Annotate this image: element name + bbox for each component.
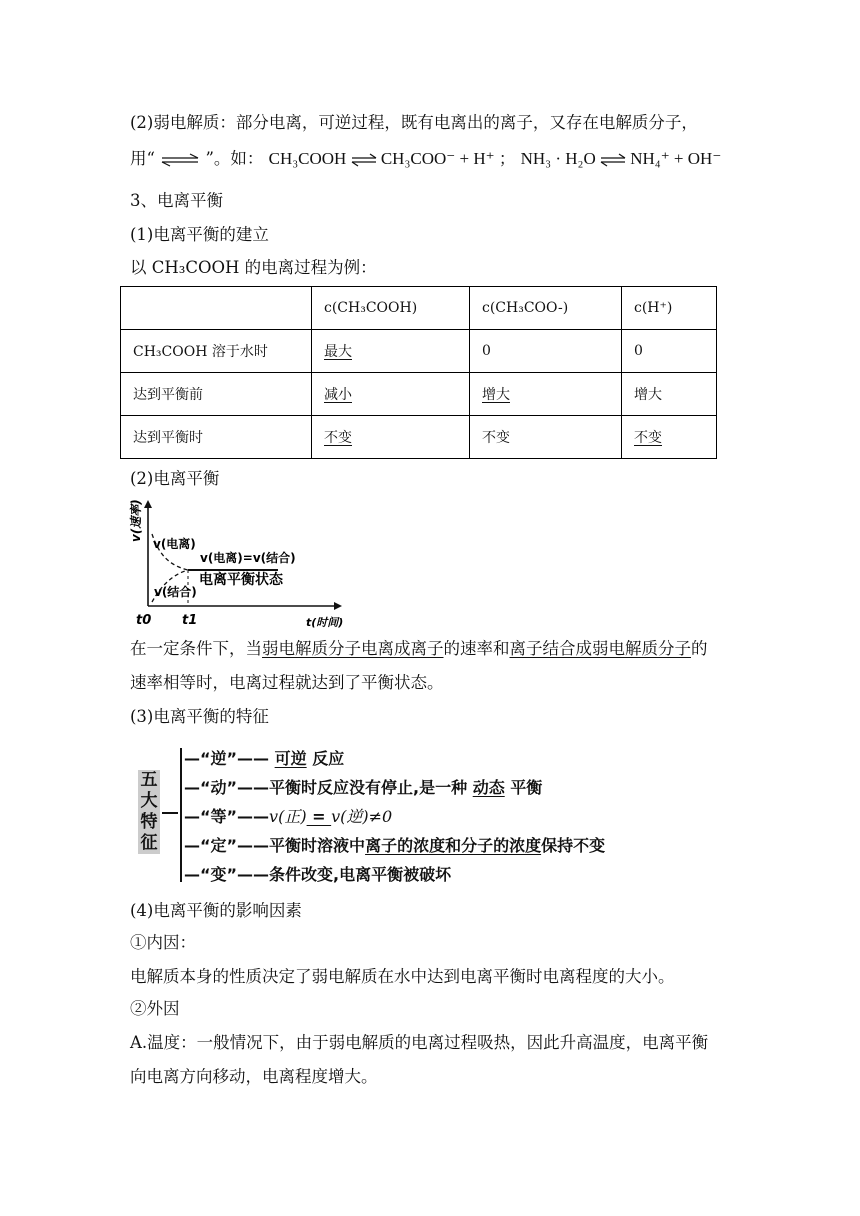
table-header-cell: [121, 287, 312, 330]
reversible-arrow-icon: [160, 153, 200, 167]
table-cell: 不变: [470, 416, 622, 459]
state-label: 电离平衡状态: [199, 572, 283, 588]
para-text: 的: [691, 639, 708, 658]
table-row: [121, 373, 717, 416]
x-axis-arrow-icon: [334, 602, 342, 610]
internal-text: 电解质本身的性质决定了弱电解质在水中达到电离平衡时电离程度的大小。: [130, 967, 675, 986]
table-cell: 不变: [622, 416, 717, 459]
table-cell: 减小: [312, 373, 470, 416]
eq2-left: NH₃ · H₂O: [520, 149, 596, 168]
para-text: 在一定条件下，当: [130, 639, 262, 658]
line2-mid: ”。如：: [205, 149, 264, 168]
para-text: 的速率和: [443, 639, 510, 658]
feature-item: —“定”——平衡时溶液中离子的浓度和分子的浓度保持不变: [184, 836, 606, 855]
features-connector: [162, 812, 178, 814]
ionization-table: [120, 286, 717, 459]
equation-acetic-acid: [269, 149, 499, 168]
separator: ；: [498, 149, 516, 168]
equilibrium-arrow-icon: [600, 153, 626, 167]
table-header-cell: c(CH₃COOH): [312, 287, 470, 330]
eq2-right: NH₄⁺ + OH⁻: [630, 149, 722, 168]
external-title: ②外因: [130, 999, 180, 1018]
temperature-line2: 向电离方向移动，电离程度增大。: [130, 1067, 378, 1086]
para-underlined: 弱电解质分子电离成离子: [262, 639, 444, 658]
t0-label: t0: [136, 613, 152, 628]
feature-item: —“动”——平衡时反应没有停止,是一种 动态 平衡: [184, 778, 543, 797]
sub1-title: (1)电离平衡的建立: [130, 225, 269, 244]
x-axis-label: t(时间): [306, 616, 344, 629]
equilibrium-arrow-icon: [351, 153, 377, 167]
sub4-title: (4)电离平衡的影响因素: [130, 901, 302, 920]
eq1-right: CH₃COO⁻ + H⁺: [380, 149, 495, 168]
table-cell: CH₃COOH 溶于水时: [121, 330, 312, 373]
sub2-title: (2)电离平衡: [130, 469, 220, 488]
eq1-left: CH₃COOH: [268, 149, 347, 168]
table-cell: 最大: [312, 330, 470, 373]
table-header-row: [121, 287, 717, 330]
weak-electrolyte-line2: [130, 148, 721, 170]
table-cell: 0: [622, 330, 717, 373]
feature-item: —“变”——条件改变,电离平衡被破坏: [184, 865, 452, 884]
ionize-label: v(电离): [153, 537, 196, 551]
table-header-cell: c(CH₃COO-): [470, 287, 622, 330]
weak-electrolyte-line1: (2)弱电解质：部分电离，可逆过程，既有电离出的离子，又存在电解质分子，: [130, 113, 698, 132]
example-intro: 以 CH₃COOH 的电离过程为例：: [130, 258, 377, 277]
para-underlined: 离子结合成弱电解质分子: [509, 639, 691, 658]
balance-para-line1: [130, 638, 708, 660]
table-row: [121, 416, 717, 459]
equilibrium-graph: [128, 498, 350, 630]
table-cell: 增大: [470, 373, 622, 416]
t1-label: t1: [182, 613, 198, 628]
table-cell: 达到平衡前: [121, 373, 312, 416]
features-diagram: [138, 744, 698, 888]
feature-item: —“逆”—— 可逆 反应: [184, 749, 345, 768]
temperature-line1: A.温度：一般情况下，由于弱电解质的电离过程吸热，因此升高温度，电离平衡: [130, 1033, 709, 1052]
y-axis-label: v(速率): [129, 499, 143, 542]
combine-label: v(结合): [154, 585, 197, 599]
features-label: 五大特征: [138, 770, 160, 854]
internal-title: ①内因：: [130, 933, 196, 952]
feature-item: —“等”——v(正) = v(逆)≠0: [184, 807, 393, 826]
equation-ammonia: [521, 149, 722, 168]
table-cell: 不变: [312, 416, 470, 459]
table-cell: 达到平衡时: [121, 416, 312, 459]
section3-title: 3、电离平衡: [130, 191, 223, 210]
y-axis-arrow-icon: [144, 500, 152, 508]
sub3-title: (3)电离平衡的特征: [130, 707, 269, 726]
table-header-cell: c(H⁺): [622, 287, 717, 330]
table-cell: 0: [470, 330, 622, 373]
table-cell: 增大: [622, 373, 717, 416]
equal-label: v(电离)=v(结合): [200, 551, 296, 565]
line2-prefix: 用“: [130, 149, 155, 168]
table-row: [121, 330, 717, 373]
balance-para-line2: 速率相等时，电离过程就达到了平衡状态。: [130, 673, 444, 692]
